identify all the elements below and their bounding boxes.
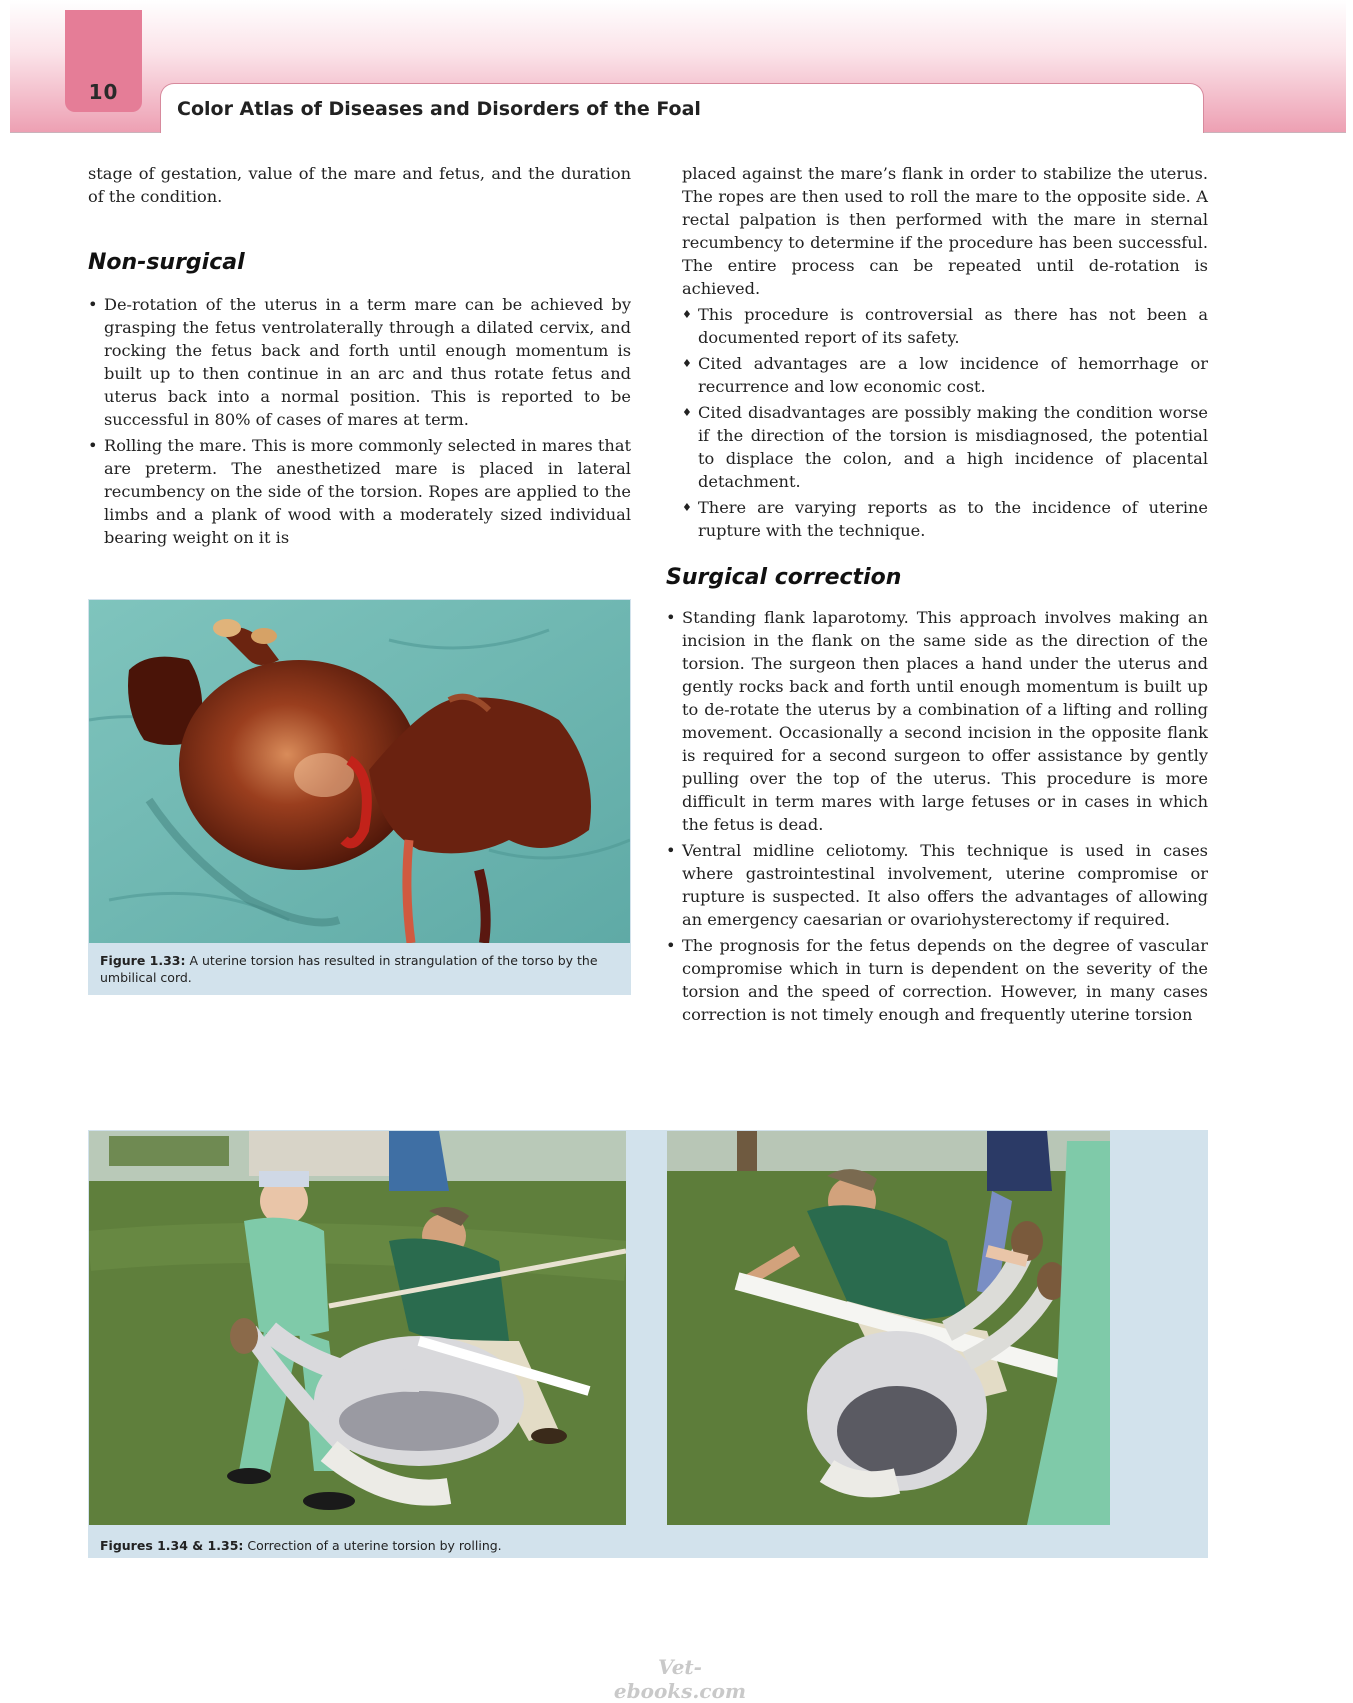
rolling-notes-list <box>682 303 1208 542</box>
rolling-mare-image-2 <box>667 1131 1110 1525</box>
figure-label: Figures 1.34 & 1.35: <box>100 1538 244 1553</box>
left-column-bullets <box>88 293 631 549</box>
non-surgical-list <box>88 293 631 549</box>
list-item: ♦ Cited advantages are a low incidence of hemorrhage or recurrence and low economic cost. <box>682 354 1208 396</box>
bullet-glyph: ♦ <box>682 357 692 370</box>
rolling-mare-image-1 <box>89 1131 626 1525</box>
section-heading-surgical-correction: Surgical correction <box>666 565 902 590</box>
surgical-correction-list <box>666 606 1208 1026</box>
list-item: • Standing flank laparotomy. This approach involves making an incision in the flank on the same side as the direction of the torsion. The surgeon then places a hand under the uterus and gently rocks back and forth until enough momentum is built up to de-rotate the uterus by a combination of a lifting and rolling movement. Occasionally a second incision in the opposite flank is required for a second surgeon to offer assistance by gently pulling over the top of the uterus. This procedure is more difficult in term mares with large fetuses or in cases in which the fetus is dead. <box>666 608 1208 834</box>
figure-caption-text: Correction of a uterine torsion by rolling. <box>243 1538 502 1553</box>
bullet-glyph: • <box>88 436 98 455</box>
left-column-intro <box>88 162 631 208</box>
bullet-glyph: • <box>666 608 676 627</box>
figure-1-33-caption <box>100 952 620 986</box>
list-item: • Rolling the mare. This is more commonly selected in mares that are preterm. The anesthetized mare is placed in lateral recumbency on the side of the torsion. Ropes are applied to the limbs and a plank of wood with a moderately sized individual bearing weight on it is <box>88 436 631 547</box>
bullet-glyph: • <box>666 841 676 860</box>
intro-paragraph: stage of gestation, value of the mare and fetus, and the duration of the condition. <box>88 164 631 206</box>
list-item: • The prognosis for the fetus depends on the degree of vascular compromise which in turn is dependent on the severity of the torsion and the speed of correction. However, in many cases correction is not timely enough and frequently uterine torsion <box>666 936 1208 1024</box>
bullet-glyph: ♦ <box>682 308 692 321</box>
figure-1-34-photo <box>89 1131 626 1525</box>
right-column-intro <box>682 162 1208 542</box>
foal-torsion-image <box>89 600 630 943</box>
figures-1-34-1-35-caption <box>100 1537 1000 1554</box>
list-item: ♦ This procedure is controversial as there has not been a documented report of its safety. <box>682 305 1208 347</box>
bullet-glyph: • <box>666 936 676 955</box>
bullet-glyph: ♦ <box>682 406 692 419</box>
right-column-bullets <box>666 606 1208 1026</box>
bullet-glyph: ♦ <box>682 501 692 514</box>
figure-caption-text: A uterine torsion has resulted in strangulation of the torso by the umbilical cord. <box>100 953 598 985</box>
continued-paragraph: placed against the mare’s flank in order to stabilize the uterus. The ropes are then used to roll the mare to the opposite side. A rectal palpation is then performed with the mare in sternal recumbency to determine if the procedure has been successful. The entire process can be repeated until de-rotation is achieved. <box>682 164 1208 298</box>
watermark-logo: Vet-ebooks.com <box>613 1655 747 1703</box>
figure-1-35-photo <box>667 1131 1110 1525</box>
figure-label: Figure 1.33: <box>100 953 186 968</box>
list-item: ♦ Cited disadvantages are possibly making the condition worse if the direction of the torsion is misdiagnosed, the potential to displace the colon, and a high incidence of placental detachment. <box>682 403 1208 491</box>
list-item: • Ventral midline celiotomy. This technique is used in cases where gastrointestinal involvement, uterine compromise or rupture is suspected. It also offers the advantages of allowing an emergency caesarian or ovariohysterectomy if required. <box>666 841 1208 929</box>
section-heading-non-surgical: Non-surgical <box>88 250 245 275</box>
bullet-glyph: • <box>88 295 98 314</box>
figure-1-33-photo <box>89 600 630 943</box>
page-number: 10 <box>88 80 119 104</box>
list-item: ♦ There are varying reports as to the incidence of uterine rupture with the technique. <box>682 498 1208 540</box>
book-title: Color Atlas of Diseases and Disorders of the Foal <box>177 98 701 120</box>
list-item: • De-rotation of the uterus in a term mare can be achieved by grasping the fetus ventrolaterally through a dilated cervix, and rocking the fetus back and forth until enough momentum is built up to then continue in an arc and thus rotate fetus and uterus back into a normal position. This is reported to be successful in 80% of cases of mares at term. <box>88 295 631 429</box>
